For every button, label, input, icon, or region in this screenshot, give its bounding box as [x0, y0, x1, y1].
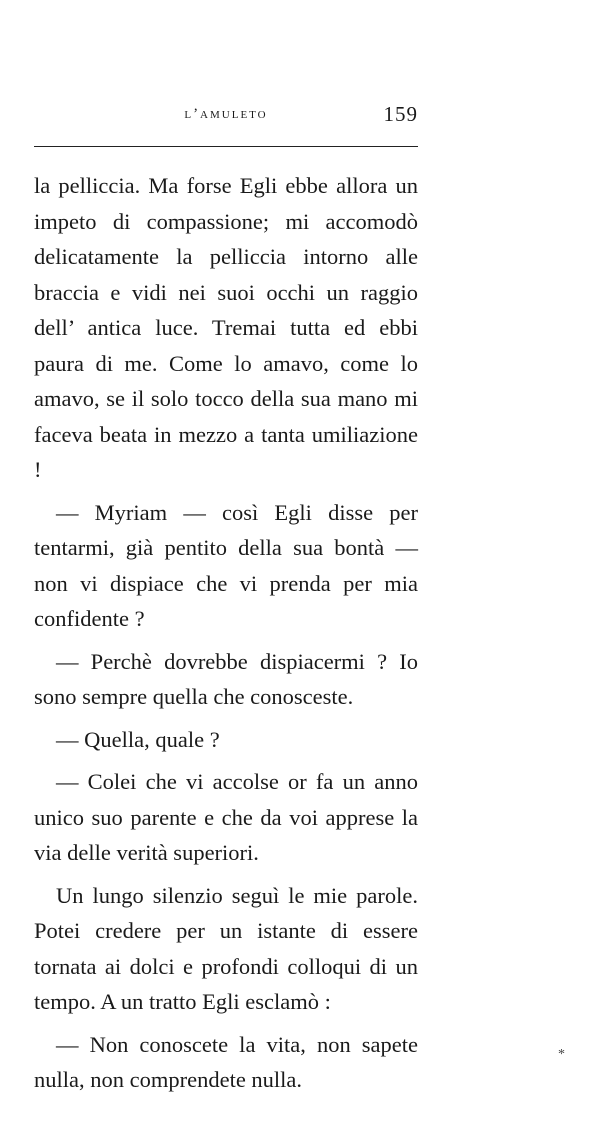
paragraph-5: — Colei che vi accolse or fa un anno unico suo parente e che da voi apprese la via delle verità superiori. — [34, 769, 418, 865]
paragraph-3: — Perchè dovrebbe dispiacermi ? Io sono sempre quella che conosceste. — [34, 648, 418, 709]
page-number: 159 — [383, 102, 418, 126]
header-rule — [34, 146, 418, 147]
paragraph-1: la pelliccia. Ma forse Egli ebbe allora un impeto di compassione; mi accomodò delicatamente la pelliccia intorno alle braccia e vidi nei suoi occhi un raggio dell’ antica luce. Tremai tutta ed ebbi paura di me. Come lo amavo, come lo amavo, se il solo tocco della sua mano mi faceva beata in mezzo a tanta umiliazione ! — [34, 173, 418, 482]
paragraph-2: — Myriam — così Egli disse per tentarmi, già pentito della sua bontà — non vi dispiace che vi prenda per mia confidente ? — [34, 499, 418, 631]
running-head — [34, 100, 418, 134]
paragraph-6: Un lungo silenzio seguì le mie parole. Potei credere per un istante di essere tornata ai dolci e profondi colloqui di un tempo. A un tratto Egli esclamò : — [34, 882, 418, 1014]
paragraph-7: — Non conoscete la vita, non sapete nulla, non comprendete nulla. — [34, 1031, 418, 1092]
paragraph-4: — Quella, quale ? — [56, 726, 220, 752]
margin-mark: * — [558, 1047, 565, 1062]
body-text — [34, 168, 418, 1098]
running-title: l’amuleto — [184, 106, 268, 122]
